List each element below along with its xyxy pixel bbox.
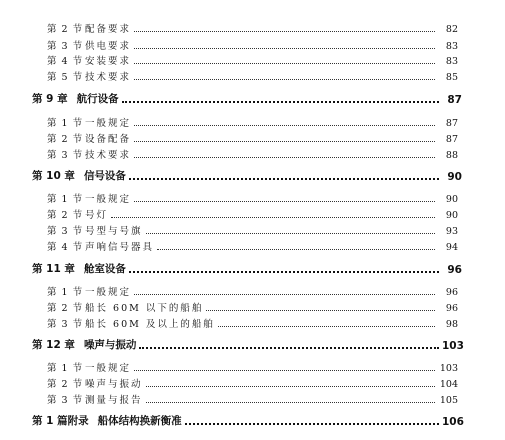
toc-section-entry[interactable]: [0, 314, 505, 330]
section-number: 第 4 节: [47, 56, 84, 67]
appendix-title: 船体结构换新衡准: [97, 415, 182, 427]
section-title: 配备要求: [85, 24, 132, 35]
section-number: 第 1 节: [47, 287, 84, 298]
section-number: 第 1 节: [47, 194, 84, 205]
toc-section-entry[interactable]: [0, 298, 505, 314]
section-number: 第 2 节: [47, 24, 84, 35]
page-number: 87: [445, 134, 458, 145]
section-title: 供电要求: [85, 41, 132, 52]
dot-leader: [134, 125, 435, 126]
toc-chapter-entry[interactable]: [0, 336, 505, 352]
toc-chapter-entry[interactable]: [0, 260, 505, 276]
dot-leader: [146, 402, 435, 403]
section-number: 第 3 节: [47, 41, 84, 52]
chapter-title: 航行设备: [76, 93, 119, 105]
section-title: 技术要求: [85, 72, 132, 83]
section-number: 第 2 节: [47, 134, 84, 145]
toc-section-entry[interactable]: [0, 189, 505, 205]
dot-leader: [157, 249, 435, 250]
section-title: 号灯: [85, 210, 109, 221]
toc-section-entry[interactable]: [0, 390, 505, 406]
toc-section-entry[interactable]: [0, 113, 505, 129]
dot-leader: [139, 347, 439, 349]
section-title: 噪声与振动: [85, 379, 143, 390]
chapter-title: 信号设备: [83, 170, 126, 182]
section-number: 第 3 节: [47, 395, 84, 406]
section-number: 第 3 节: [47, 150, 84, 161]
page-number: 106: [442, 416, 464, 428]
toc-section-entry[interactable]: [0, 19, 505, 35]
toc-appendix-entry[interactable]: [0, 412, 505, 428]
section-title: 一般规定: [85, 363, 132, 374]
dot-leader: [134, 294, 435, 295]
page-number: 93: [445, 226, 458, 237]
toc-section-entry[interactable]: [0, 358, 505, 374]
toc-section-entry[interactable]: [0, 67, 505, 83]
page-number: 87: [445, 118, 458, 129]
toc-section-entry[interactable]: [0, 282, 505, 298]
section-number: 第 2 节: [47, 379, 84, 390]
toc-section-entry[interactable]: [0, 205, 505, 221]
dot-leader: [134, 141, 435, 142]
section-number: 第 2 节: [47, 303, 84, 314]
section-number: 第 1 节: [47, 118, 84, 129]
dot-leader: [134, 63, 435, 64]
toc-section-entry[interactable]: [0, 221, 505, 237]
chapter-title: 舱室设备: [83, 263, 126, 275]
section-title: 声响信号器具: [85, 242, 155, 253]
section-title: 一般规定: [85, 118, 132, 129]
page-number: 90: [445, 194, 458, 205]
section-title: 设备配备: [85, 134, 132, 145]
dot-leader: [146, 233, 435, 234]
dot-leader: [218, 326, 435, 327]
page-number: 90: [447, 171, 462, 183]
page-number: 94: [445, 242, 458, 253]
dot-leader: [134, 201, 435, 202]
dot-leader: [111, 217, 435, 218]
section-number: 第 1 节: [47, 363, 84, 374]
dot-leader: [129, 271, 439, 273]
page-number: 90: [445, 210, 458, 221]
dot-leader: [146, 386, 435, 387]
page-number: 96: [445, 303, 458, 314]
page-number: 104: [439, 379, 458, 390]
chapter-number: 第 11 章: [32, 263, 75, 275]
section-title: 安装要求: [85, 56, 132, 67]
page-number: 98: [445, 319, 458, 330]
dot-leader: [134, 31, 435, 32]
dot-leader: [134, 79, 435, 80]
page-number: 85: [445, 72, 458, 83]
page-number: 83: [445, 56, 458, 67]
section-number: 第 5 节: [47, 72, 84, 83]
section-title: 一般规定: [85, 194, 132, 205]
appendix-number: 第 1 篇附录: [32, 415, 89, 427]
page-number: 83: [445, 41, 458, 52]
toc-chapter-entry[interactable]: [0, 90, 505, 106]
section-number: 第 3 节: [47, 319, 84, 330]
dot-leader: [122, 101, 439, 103]
chapter-number: 第 12 章: [32, 339, 75, 351]
section-title: 测量与报告: [85, 395, 143, 406]
page-number: 103: [439, 363, 458, 374]
dot-leader: [134, 157, 435, 158]
toc-section-entry[interactable]: [0, 145, 505, 161]
dot-leader: [134, 370, 435, 371]
section-title: 船长 60M 及以上的船舶: [85, 319, 215, 330]
page-number: 82: [445, 24, 458, 35]
section-title: 号型与号旗: [85, 226, 143, 237]
dot-leader: [206, 310, 435, 311]
section-title: 船长 60M 以下的船舶: [85, 303, 204, 314]
toc-section-entry[interactable]: [0, 129, 505, 145]
section-number: 第 3 节: [47, 226, 84, 237]
dot-leader: [185, 423, 439, 425]
section-number: 第 4 节: [47, 242, 84, 253]
toc-section-entry[interactable]: [0, 36, 505, 52]
page-number: 103: [442, 340, 464, 352]
page-number: 105: [439, 395, 458, 406]
dot-leader: [129, 178, 439, 180]
toc-section-entry[interactable]: [0, 374, 505, 390]
section-title: 一般规定: [85, 287, 132, 298]
dot-leader: [134, 48, 435, 49]
section-number: 第 2 节: [47, 210, 84, 221]
toc-chapter-entry[interactable]: [0, 167, 505, 183]
chapter-title: 噪声与振动: [83, 339, 137, 351]
page-number: 87: [447, 94, 462, 106]
page-number: 96: [445, 287, 458, 298]
chapter-number: 第 9 章: [32, 93, 68, 105]
page-number: 88: [445, 150, 458, 161]
page-number: 96: [447, 264, 462, 276]
section-title: 技术要求: [85, 150, 132, 161]
toc-section-entry[interactable]: [0, 237, 505, 253]
chapter-number: 第 10 章: [32, 170, 75, 182]
toc-section-entry[interactable]: [0, 51, 505, 67]
